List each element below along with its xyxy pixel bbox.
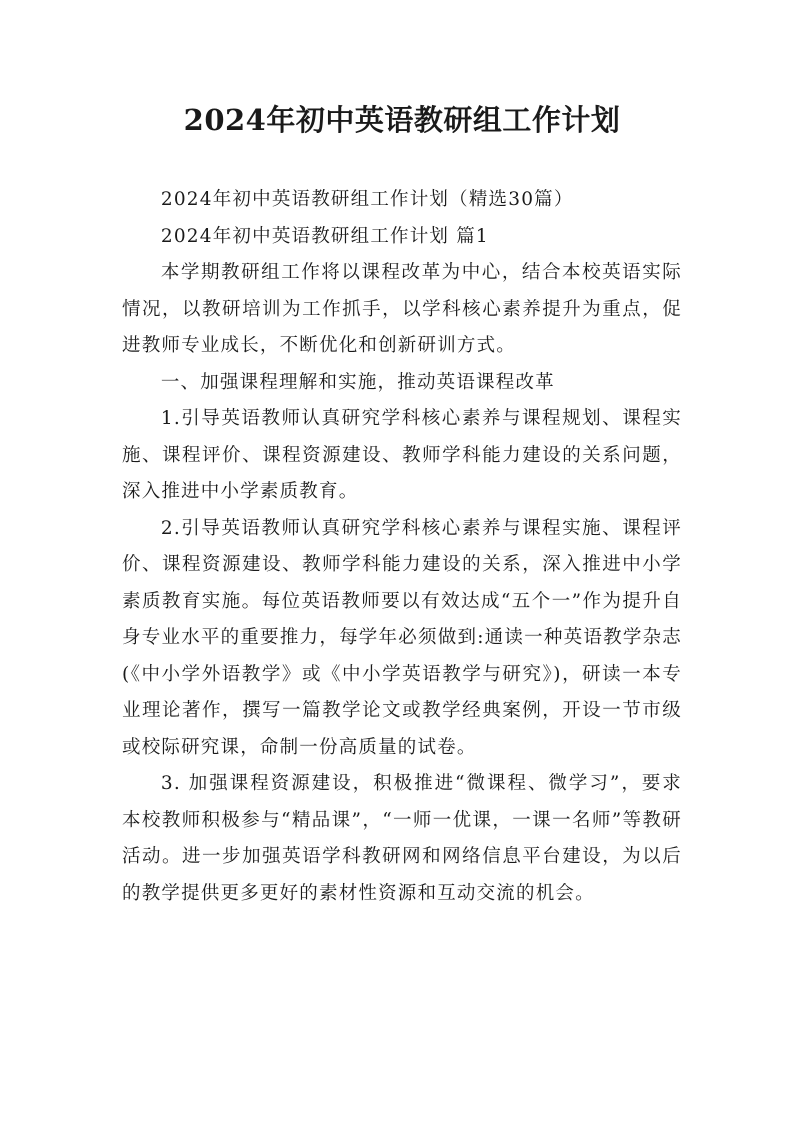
paragraph-intro: 本学期教研组工作将以课程改革为中心，结合本校英语实际情况，以教研培训为工作抓手，以学科核心素养提升为重点，促进教师专业成长，不断优化和创新研训方式。 xyxy=(122,262,682,356)
paragraph-item-1: 1.引导英语教师认真研究学科核心素养与课程规划、课程实施、课程评价、课程资源建设、教师学科能力建设的关系问题，深入推进中小学素质教育。 xyxy=(122,408,682,502)
paragraph-subtitle: 2024年初中英语教研组工作计划（精选30篇） xyxy=(160,189,574,210)
document-title: 2024年初中英语教研组工作计划 xyxy=(183,103,621,137)
paragraph-item-2: 2.引导英语教师认真研究学科核心素养与课程实施、课程评价、课程资源建设、教师学科能力建设的关系，深入推进中小学素质教育实施。每位英语教师要以有效达成“五个一”作为提升自身专业水平的重要推力，每学年必须做到:通读一种英语教学杂志(《中小学外语教学》或《中小学英语教学与研究》)，研读一本专业理论著作，撰写一篇教学论文或教学经典案例，开设一节市级或校际研究课，命制一份高质量的试卷。 xyxy=(122,517,683,758)
document-body xyxy=(122,182,682,912)
paragraph-section-heading: 2024年初中英语教研组工作计划 篇1 xyxy=(160,225,489,247)
paragraph-heading-1: 一、加强课程理解和实施，推动英语课程改革 xyxy=(160,371,555,393)
paragraph-item-3: 3. 加强课程资源建设，积极推进“微课程、微学习”，要求本校教师积极参与“精品课”，“一师一优课，一课一名师”等教研活动。进一步加强英语学科教研网和网络信息平台建设，为以后的教学提供更多更好的素材性资源和互动交流的机会。 xyxy=(122,773,682,904)
document-page xyxy=(122,0,682,912)
